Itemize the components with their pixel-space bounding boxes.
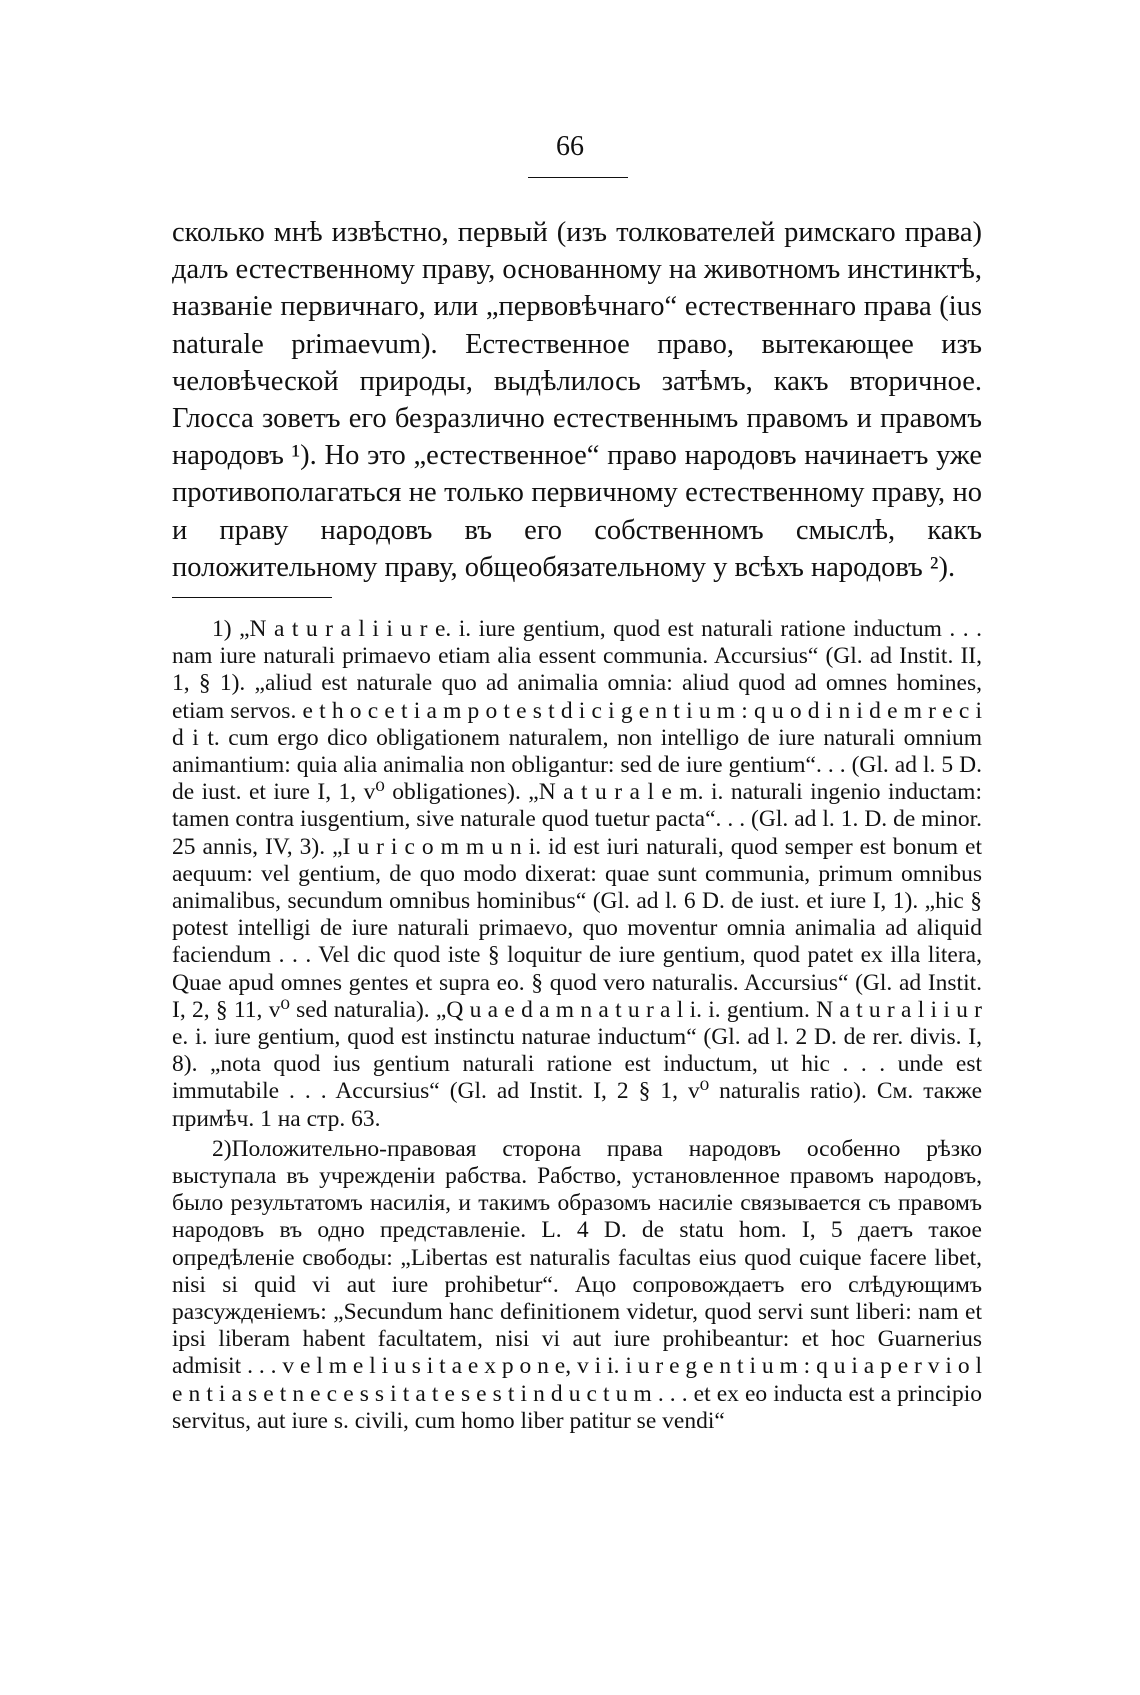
page-number-underline: [528, 177, 628, 178]
footnote-1-marker: 1): [212, 616, 232, 642]
main-paragraph: сколько мнѣ извѣстно, первый (изъ толкователей римскаго права) далъ естественному праву, основанному на животномъ инстинктѣ, названіе первичнаго, или „первовѣчнаго“ естественнаго права (ius naturale primaevum). Естественное право, вытекающее изъ человѣческой природы, выдѣлилось затѣмъ, какъ вторичное. Глосса зоветъ его безразлично естественнымъ правомъ и правомъ народовъ ¹). Но это „естественное“ право народовъ начинаетъ уже противополагаться не только первичному естественному праву, но и праву народовъ въ его собственномъ смыслѣ, какъ положительному праву, общеобязательному у всѣхъ народовъ ²).: [172, 217, 982, 583]
footnote-1-text: „N a t u r a l i i u r e. i. iure gentium, quod est naturali ratione inductum . . . nam iure naturali primaevo etiam alia essent communia. Accursius“ (Gl. ad Instit. II, 1, § 1). „aliud est naturale quo ad animalia omnia: aliud quod ad omnes homines, etiam servos. e t h o c e t i a m p o t e s t d i c i g e n t i u m : q u o d i n i d e m r e c i d i t. cum ergo dico obligationem naturalem, non intelligo de iure naturali omnium animantium: quia alia animalia non obligantur: sed de iure gentium“. . . (Gl. ad l. 5 D. de iust. et iure I, 1, v⁰ obligationes). „N a t u r a l e m. i. naturali ingenio inductam: tamen contra iusgentium, sive naturale quod tuetur pacta“. . . (Gl. ad l. 1. D. de minor. 25 annis, IV, 3). „I u r i c o m m u n i. id est iuri naturali, quod semper est bonum et aequum: vel gentium, de quo modo dixerat: quae sunt communia, primum omnibus animalibus, secundum omnibus hominibus“ (Gl. ad l. 6 D. de iust. et iure I, 1). „hic § potest intelligi de iure naturali primaevo, quo moventur omnia animalia ad aliquid faciendum . . . Vel dic quod iste § loquitur de iure gentium, quod patet ex illa litera, Quae apud omnes gentes et supra eo. § quod vero naturalis. Accursius“ (Gl. ad Instit. I, 2, § 11, v⁰ sed naturalia). „Q u a e d a m n a t u r a l i. i. gentium. N a t u r a l i i u r e. i. iure gentium, quod est instinctu naturae inductum“ (Gl. ad l. 2 D. de rer. divis. I, 8). „nota quod ius gentium naturali ratione est inductum, ut hic . . . unde est immutabile . . . Accursius“ (Gl. ad Instit. I, 2 § 1, v⁰ naturalis ratio). См. также примѣч. 1 на стр. 63.: [172, 616, 983, 1132]
footnote-separator: [172, 597, 332, 598]
footnotes-block: [172, 616, 982, 1435]
page-number: 66: [556, 131, 584, 162]
footnote-2-text: Положительно-правовая сторона права народовъ особенно рѣзко выступала въ учрежденіи рабства. Рабство, установленное правомъ народовъ, было результатомъ насилія, и такимъ образомъ насиліе связывается съ правомъ народовъ въ одно представленіе. L. 4 D. de statu hom. I, 5 даетъ такое опредѣленіе свободы: „Libertas est naturalis facultas eius quod cuique facere libet, nisi si quid vi aut iure prohibetur“. Ацо сопровождаетъ его слѣдующимъ разсужденіемъ: „Secundum hanc definitionem videtur, quod servi sunt liberi: nam et ipsi liberam habent facultatem, nisi vi aut iure prohibeantur: et hoc Guarnerius admisit . . . v e l m e l i u s i t a e x p o n e, v i i. i u r e g e n t i u m : q u i a p e r v i o l e n t i a s e t n e c e s s i t a t e s e s t i n d u c t u m . . . et ex eo inducta est a principio servitus, aut iure s. civili, cum homo liber patitur se vendi“: [172, 1135, 982, 1434]
footnote-2: [172, 1136, 982, 1435]
footnote-2-marker: 2): [212, 1135, 232, 1162]
footnote-1: [172, 616, 982, 1133]
main-text-block: [172, 214, 982, 586]
